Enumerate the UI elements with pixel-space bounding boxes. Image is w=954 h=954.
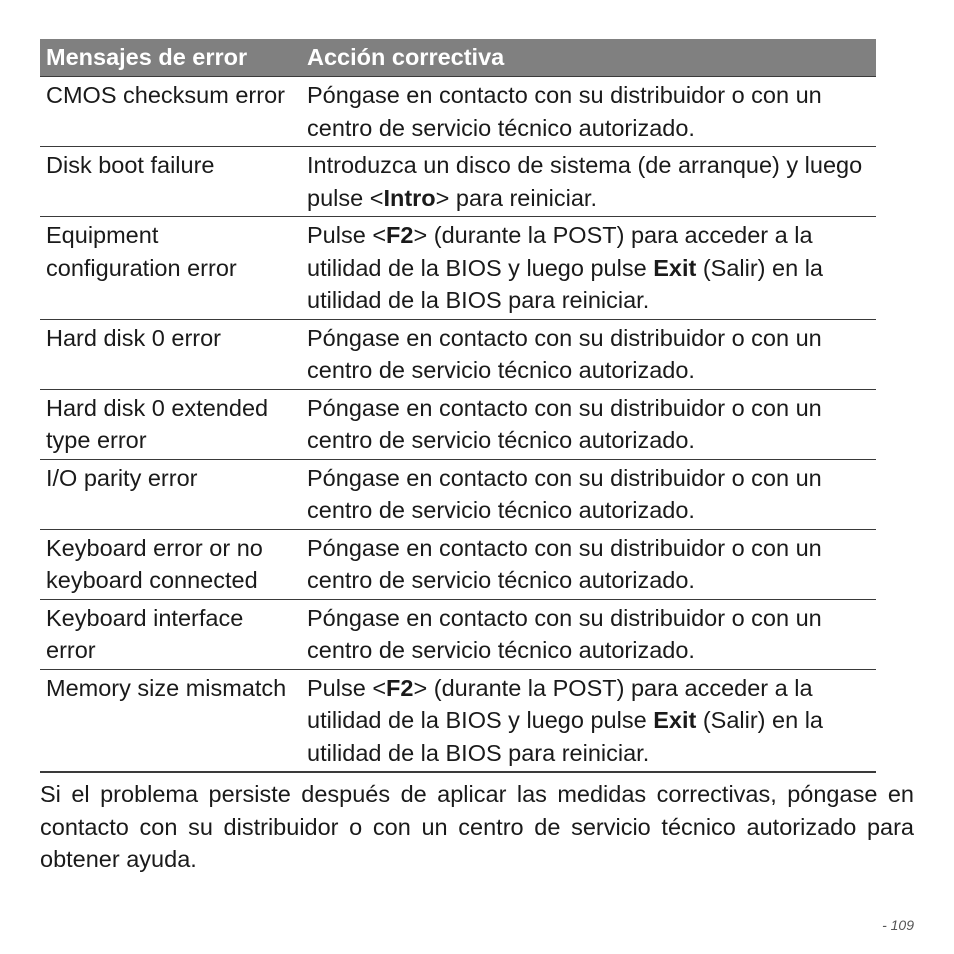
corrective-action-cell xyxy=(301,459,876,529)
key-name: F2 xyxy=(386,674,414,701)
table-row xyxy=(40,529,876,599)
error-message-cell: Hard disk 0 error xyxy=(40,319,301,389)
column-header-error: Mensajes de error xyxy=(40,39,301,77)
corrective-action-cell xyxy=(301,319,876,389)
error-message-cell: Memory size mismatch xyxy=(40,669,301,772)
table-row xyxy=(40,217,876,320)
key-name: F2 xyxy=(386,222,414,248)
error-message-cell: I/O parity error xyxy=(40,459,301,529)
action-text: Póngase en contacto con su distribuidor o con un centro de servicio técnico autorizado. xyxy=(307,464,822,523)
corrective-action-cell xyxy=(301,77,876,147)
corrective-action-cell xyxy=(301,389,876,459)
table-row xyxy=(40,389,876,459)
corrective-action-cell xyxy=(301,669,876,772)
error-messages-table xyxy=(40,39,876,773)
error-message-cell: Disk boot failure xyxy=(40,147,301,217)
action-text: Póngase en contacto con su distribuidor o con un centro de servicio técnico autorizado. xyxy=(307,82,822,141)
key-name: Exit xyxy=(653,707,697,733)
closing-paragraph: Si el problema persiste después de aplicar las medidas correctivas, póngase en contacto con su distribuidor o con un centro de servicio técnico autorizado para obtener ayuda. xyxy=(40,781,914,872)
page-number: - 109 xyxy=(882,917,914,933)
action-text: Pulse < xyxy=(307,674,387,701)
corrective-action-cell xyxy=(301,529,876,599)
error-message-cell: Keyboard interface error xyxy=(40,599,301,669)
table-row xyxy=(40,319,876,389)
action-text: (Salir) en la utilidad de la BIOS para reiniciar. xyxy=(307,254,823,313)
corrective-action-cell xyxy=(301,217,876,320)
action-text: > (durante la POST) para acceder a la utilidad de la BIOS y luego pulse xyxy=(307,222,813,281)
error-message-cell: Hard disk 0 extended type error xyxy=(40,389,301,459)
table-row xyxy=(40,599,876,669)
action-text: Introduzca un disco de sistema (de arranque) y luego pulse < xyxy=(307,152,863,211)
table-header-row xyxy=(40,39,876,77)
corrective-action-cell xyxy=(301,599,876,669)
action-text: Pulse < xyxy=(307,222,387,248)
key-name: Intro xyxy=(383,184,436,211)
action-text: (Salir) en la utilidad de la BIOS para reiniciar. xyxy=(307,707,823,766)
action-text: Póngase en contacto con su distribuidor o con un centro de servicio técnico autorizado. xyxy=(307,604,822,663)
action-text: Póngase en contacto con su distribuidor o con un centro de servicio técnico autorizado. xyxy=(307,324,822,383)
column-header-action: Acción correctiva xyxy=(301,39,876,77)
action-text: > (durante la POST) para acceder a la utilidad de la BIOS y luego pulse xyxy=(307,674,813,733)
error-message-cell: Keyboard error or no keyboard connected xyxy=(40,529,301,599)
table-row xyxy=(40,147,876,217)
table-row xyxy=(40,669,876,772)
corrective-action-cell xyxy=(301,147,876,217)
error-message-cell: Equipment configuration error xyxy=(40,217,301,320)
action-text: Póngase en contacto con su distribuidor o con un centro de servicio técnico autorizado. xyxy=(307,394,822,453)
table-body xyxy=(40,77,876,773)
action-text: > para reiniciar. xyxy=(435,184,597,211)
error-message-cell: CMOS checksum error xyxy=(40,77,301,147)
key-name: Exit xyxy=(653,254,697,281)
table-row xyxy=(40,459,876,529)
table-row xyxy=(40,77,876,147)
action-text: Póngase en contacto con su distribuidor o con un centro de servicio técnico autorizado. xyxy=(307,534,822,593)
